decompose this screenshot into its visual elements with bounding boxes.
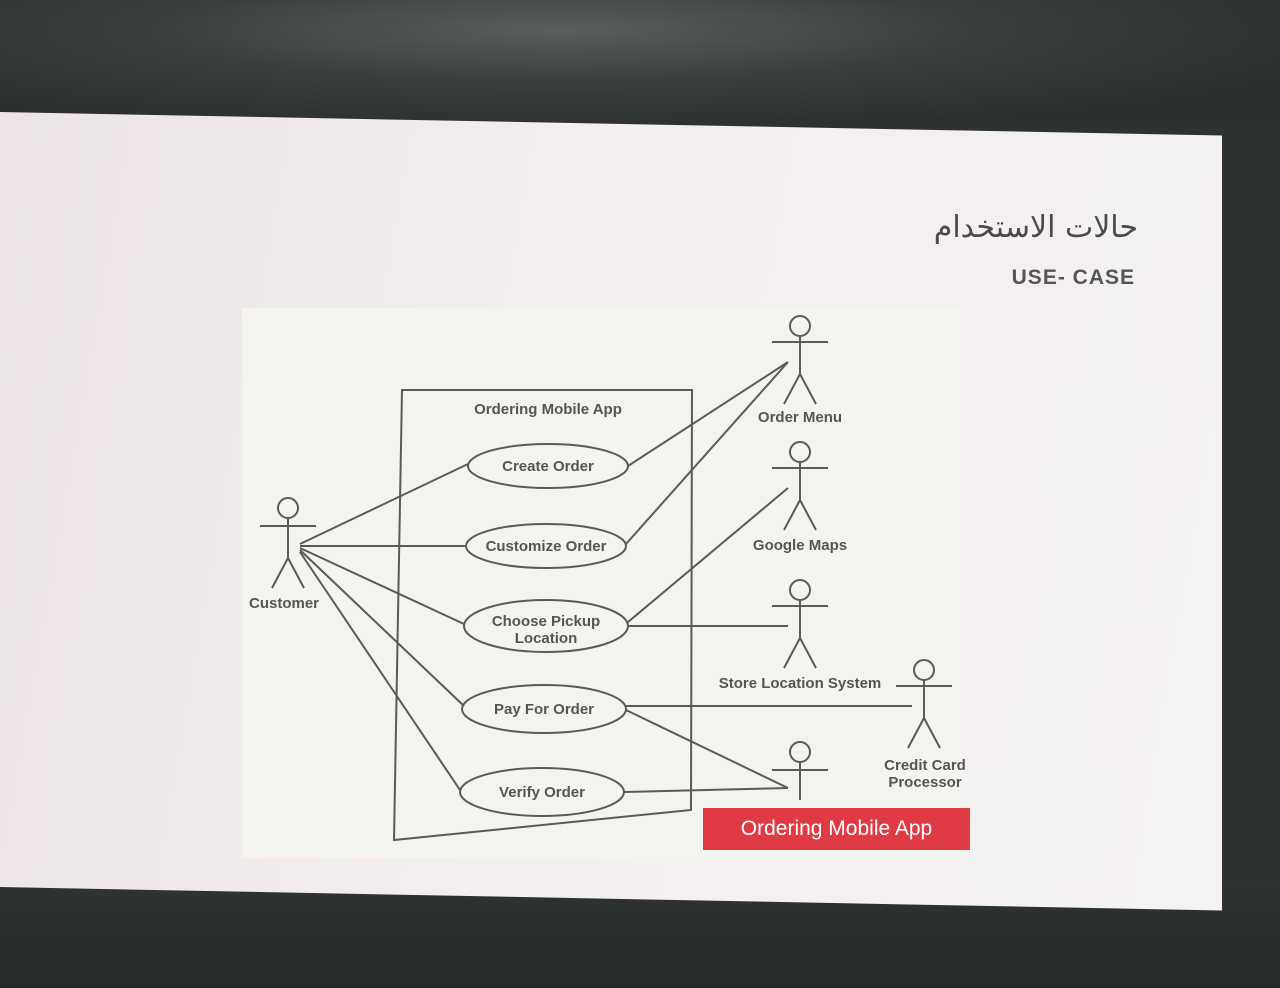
google-maps-label: Google Maps — [752, 537, 848, 554]
customer-label: Customer — [248, 595, 320, 612]
actor-order-menu — [772, 316, 828, 404]
actor-store-location-system — [772, 580, 828, 668]
assoc-pay-bottomactor — [626, 710, 788, 788]
projector-wall-top — [0, 0, 1280, 120]
choose-pickup-label-line2: Location — [514, 630, 578, 647]
assoc-verify-bottomactor — [624, 788, 788, 792]
actor-unlabeled — [772, 742, 828, 800]
actor-credit-card-processor — [896, 660, 952, 748]
pay-for-order-label: Pay For Order — [493, 701, 595, 718]
actor-customer — [260, 498, 316, 588]
caption-banner: Ordering Mobile App — [703, 808, 970, 850]
assoc-customer-pickup — [300, 548, 464, 624]
choose-pickup-label-line1: Choose Pickup — [491, 613, 601, 630]
use-case-diagram — [242, 308, 966, 858]
customize-order-label: Customize Order — [485, 538, 607, 555]
store-location-system-label: Store Location System — [718, 675, 882, 692]
create-order-label: Create Order — [502, 458, 594, 475]
assoc-pickup-googlemaps — [628, 488, 788, 622]
actor-google-maps — [772, 442, 828, 530]
use-case-diagram-panel — [242, 308, 966, 858]
order-menu-label: Order Menu — [757, 409, 843, 426]
credit-card-label-line1: Credit Card — [884, 757, 966, 774]
verify-order-label: Verify Order — [499, 784, 585, 801]
assoc-customer-pay — [300, 550, 464, 706]
slide-title: حالات الاستخدام — [933, 210, 1138, 245]
slide-subtitle: USE- CASE — [1011, 266, 1135, 289]
assoc-customer-create — [300, 464, 468, 544]
system-boundary-label: Ordering Mobile App — [474, 401, 622, 418]
assoc-customer-verify — [300, 552, 460, 790]
credit-card-label-line2: Processor — [888, 774, 962, 791]
